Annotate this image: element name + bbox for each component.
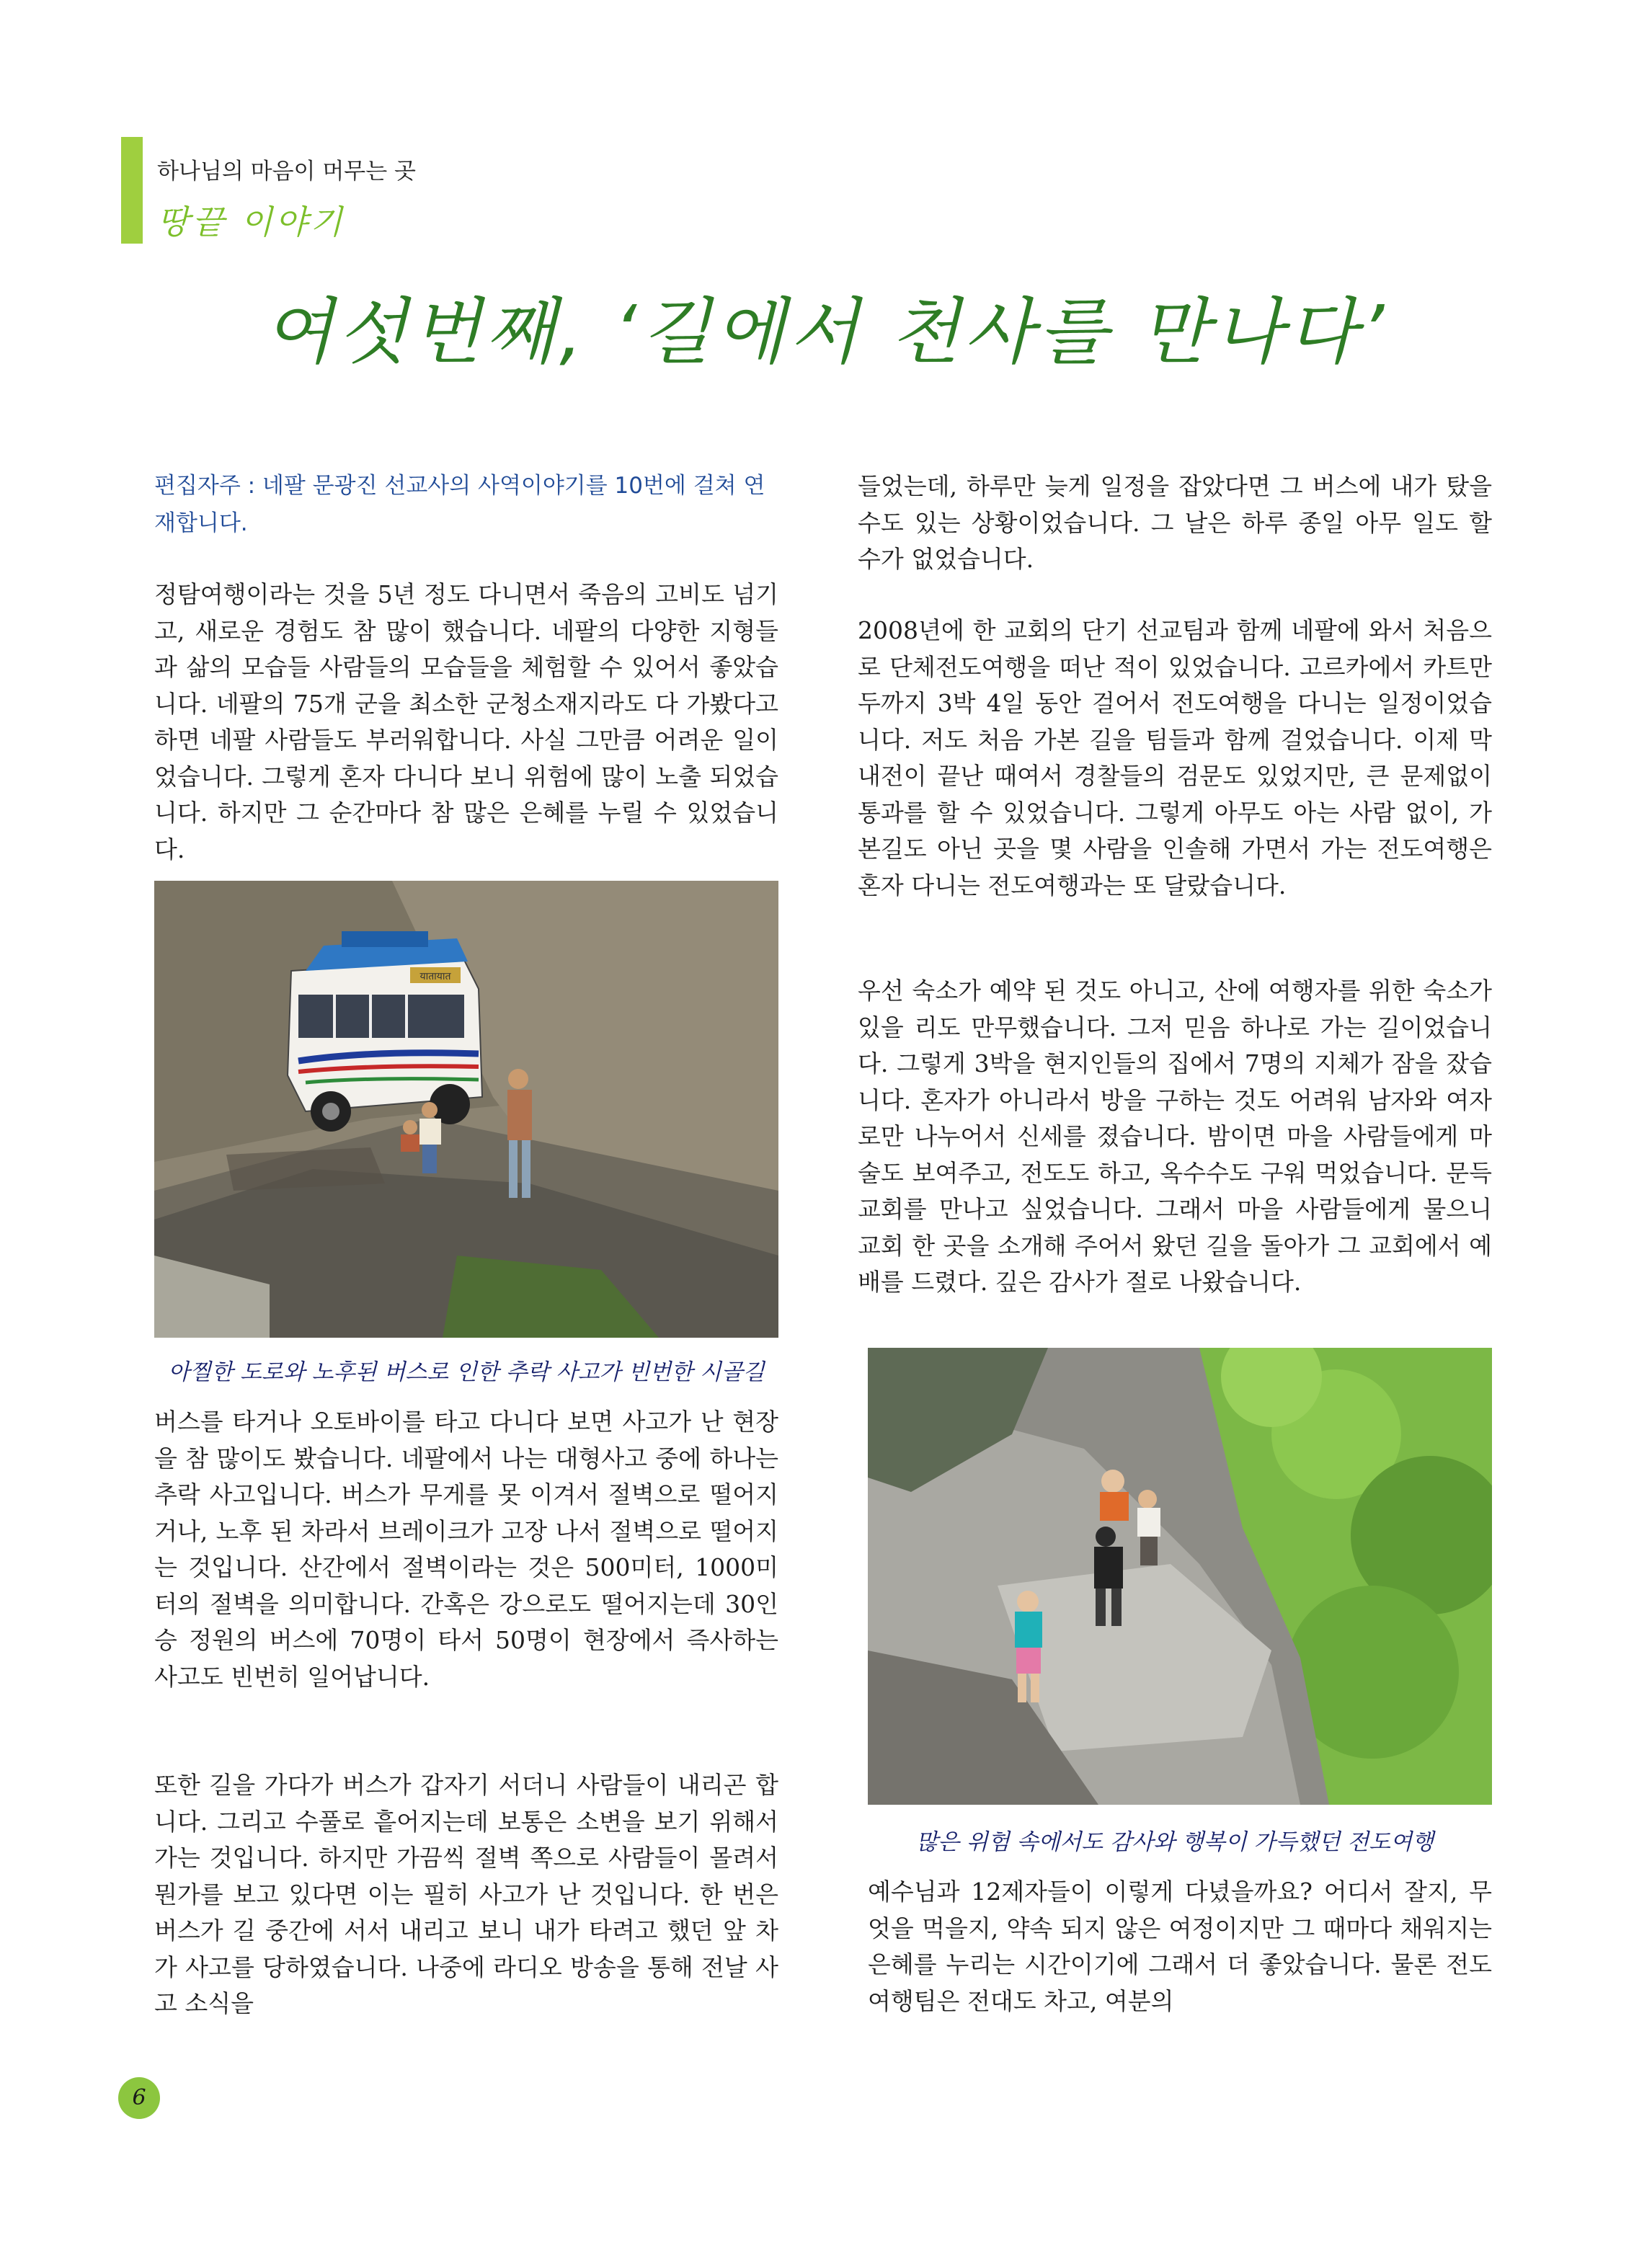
page-number: 6 — [118, 2077, 160, 2119]
bus-road-photo — [154, 881, 778, 1338]
right-paragraph-4: 예수님과 12제자들이 이렇게 다녔을까요? 어디서 잘지, 무엇을 먹을지, 약속 되지 않은 여정이지만 그 때마다 채워지는 은혜를 누리는 시간이기에 그래서 더 좋았습니다. 물론 전도여행팀은 전대도 차고, 여분의 — [868, 1878, 1492, 2015]
left-paragraph-1: 정탐여행이라는 것을 5년 정도 다니면서 죽음의 고비도 넘기고, 새로운 경험도 참 많이 했습니다. 네팔의 다양한 지형들과 삶의 모습들 사람들의 모습들을 체험할 수 있어서 좋았습니다. 네팔의 75개 군을 최소한 군청소재지라도 다 가봤다고 하면 네팔 사람들도 부러워합니다. 사실 그만큼 어려운 일이었습니다. 그렇게 혼자 다니다 보니 위험에 많이 노출 되었습니다. 하지만 그 순간마다 참 많은 은혜를 누릴 수 있었습니다. — [154, 580, 778, 863]
section-title: 땅끝 이야기 — [157, 203, 345, 241]
article-title: 여섯번째, ‘길에서 천사를 만나다’ — [263, 290, 1389, 374]
editor-note: 편집자주 : 네팔 문광진 선교사의 사역이야기를 10번에 걸쳐 연재합니다. — [154, 473, 765, 536]
right-paragraph-2: 2008년에 한 교회의 단기 선교팀과 함께 네팔에 와서 처음으로 단체전도여행을 떠난 적이 있었습니다. 고르카에서 카트만두까지 3박 4일 동안 걸어서 전도여행을 다니는 일정이었습니다. 저도 처음 가본 길을 팀들과 함께 걸었습니다. 이제 막 내전이 끝난 때여서 경찰들의 검문도 있었지만, 큰 문제없이 통과를 할 수 있었습니다. 그렇게 아무도 아는 사람 없이, 가 본길도 아닌 곳을 몇 사람을 인솔해 가면서 가는 전도여행은 혼자 다니는 전도여행과는 또 달랐습니다. — [858, 616, 1492, 899]
bus-sign: यातायात — [419, 971, 451, 982]
left-paragraph-2: 버스를 타거나 오토바이를 타고 다니다 보면 사고가 난 현장을 참 많이도 봤습니다. 네팔에서 나는 대형사고 중에 하나는 추락 사고입니다. 버스가 무게를 못 이겨서 절벽으로 떨어지거나, 노후 된 차라서 브레이크가 고장 나서 절벽으로 떨어지는 것입니다. 산간에서 절벽이라는 것은 500미터, 1000미터의 절벽을 의미합니다. 간혹은 강으로도 떨어지는데 30인승 정원의 버스에 70명이 타서 50명이 현장에서 즉사하는 사고도 빈번히 일어납니다. — [154, 1408, 778, 1691]
right-paragraph-3: 우선 숙소가 예약 된 것도 아니고, 산에 여행자를 위한 숙소가 있을 리도 만무했습니다. 그저 믿음 하나로 가는 길이었습니다. 그렇게 3박을 현지인들의 집에서 7명의 지체가 잠을 잤습니다. 혼자가 아니라서 방을 구하는 것도 어려워 남자와 여자로만 나누어서 신세를 졌습니다. 밤이면 마을 사람들에게 마술도 보여주고, 전도도 하고, 옥수수도 구워 먹었습니다. 문득 교회를 만나고 싶었습니다. 그래서 마을 사람들에게 물으니 교회 한 곳을 소개해 주어서 왔던 길을 돌아가 그 교회에서 예배를 드렸다. 깊은 감사가 절로 나왔습니다. — [858, 977, 1492, 1296]
header-subtitle: 하나님의 마음이 머무는 곳 — [157, 159, 416, 185]
right-paragraph-1: 들었는데, 하루만 늦게 일정을 잡았다면 그 버스에 내가 탔을 수도 있는 상황이었습니다. 그 날은 하루 종일 아무 일도 할 수가 없었습니다. — [858, 472, 1492, 573]
left-paragraph-3: 또한 길을 가다가 버스가 갑자기 서더니 사람들이 내리곤 합니다. 그리고 수풀로 흩어지는데 보통은 소변을 보기 위해서 가는 것입니다. 하지만 가끔씩 절벽 쪽으로 사람들이 몰려서 뭔가를 보고 있다면 이는 필히 사고가 난 것입니다. 한 번은 버스가 길 중간에 서서 내리고 보니 내가 타려고 했던 앞 차가 사고를 당하였습니다. 나중에 라디오 방송을 통해 전날 사고 소식을 — [154, 1771, 778, 2017]
mountain-trek-photo — [868, 1348, 1492, 1805]
header-accent-bar — [121, 137, 143, 244]
bus-illustration — [288, 931, 482, 1132]
caption-trek-photo: 많은 위험 속에서도 감사와 행복이 가득했던 전도여행 — [916, 1829, 1434, 1855]
caption-bus-photo: 아찔한 도로와 노후된 버스로 인한 추락 사고가 빈번한 시골길 — [168, 1359, 765, 1385]
